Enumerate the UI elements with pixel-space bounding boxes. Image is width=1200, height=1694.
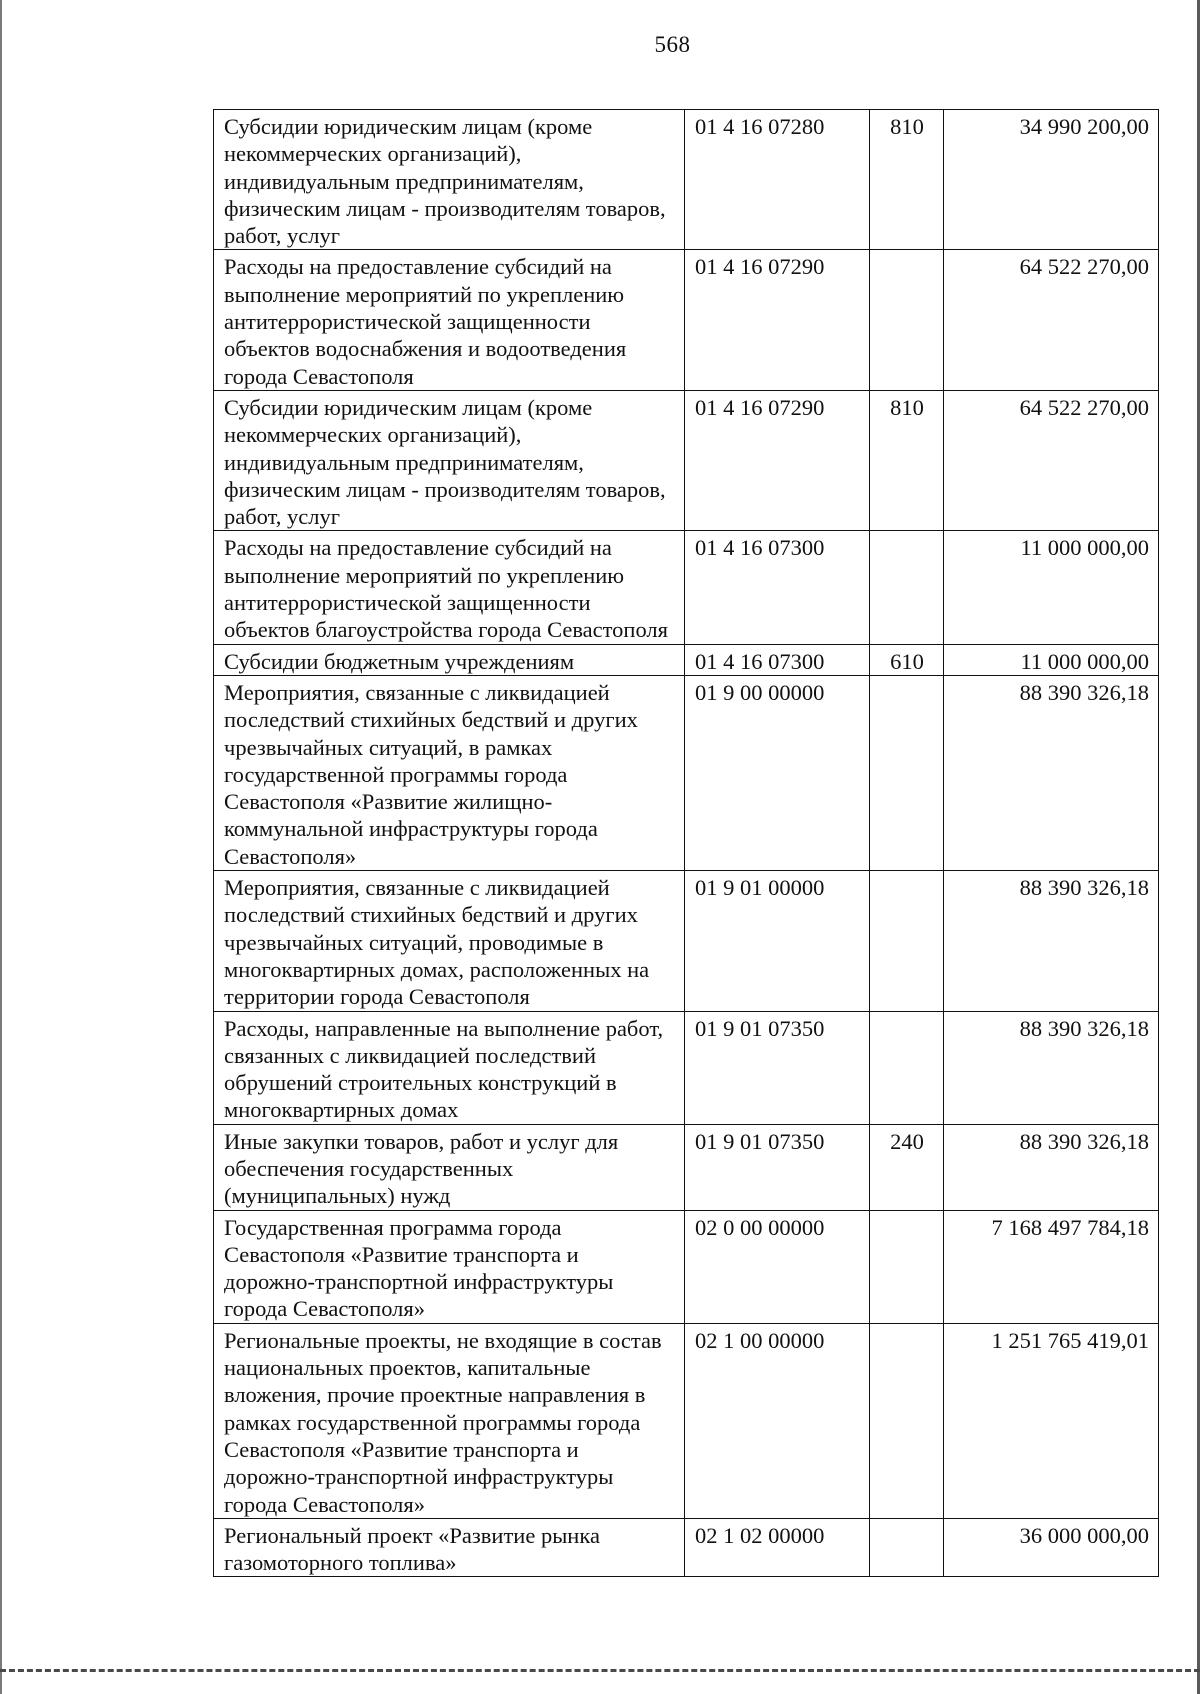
table-row	[214, 110, 1159, 250]
expense-type-cell	[870, 1210, 944, 1323]
expense-name-cell: Расходы на предоставление субсидий на выполнение мероприятий по укреплению антитеррористической защищенности объектов водоснабжения и водоотведения города Севастополя	[214, 250, 685, 390]
expense-name-cell: Субсидии юридическим лицам (кроме некоммерческих организаций), индивидуальным предпринимателям, физическим лицам - производителям товаров, работ, услуг	[214, 390, 685, 530]
amount-cell: 1 251 765 419,01	[944, 1323, 1159, 1518]
table-row	[214, 1323, 1159, 1518]
table-row	[214, 644, 1159, 675]
expense-name-cell: Субсидии бюджетным учреждениям	[214, 644, 685, 675]
target-article-code-cell: 01 4 16 07290	[685, 390, 870, 530]
target-article-code-cell: 01 4 16 07280	[685, 110, 870, 250]
expense-name-cell: Мероприятия, связанные с ликвидацией последствий стихийных бедствий и других чрезвычайных ситуаций, в рамках государственной программы города Севастополя «Развитие жилищно-коммунальной инфраструктуры города Севастополя»	[214, 675, 685, 870]
expense-type-cell	[870, 871, 944, 1011]
expense-type-cell: 610	[870, 644, 944, 675]
expense-name-cell: Расходы, направленные на выполнение работ, связанных с ликвидацией последствий обрушений строительных конструкций в многоквартирных домах	[214, 1011, 685, 1124]
expense-name-cell: Региональные проекты, не входящие в состав национальных проектов, капитальные вложения, прочие проектные направления в рамках государственной программы города Севастополя «Развитие транспорта и дорожно-транспортной инфраструктуры города Севастополя»	[214, 1323, 685, 1518]
expense-type-cell	[870, 531, 944, 644]
amount-cell: 88 390 326,18	[944, 675, 1159, 870]
expense-name-cell: Мероприятия, связанные с ликвидацией последствий стихийных бедствий и других чрезвычайных ситуаций, проводимые в многоквартирных домах, расположенных на территории города Севастополя	[214, 871, 685, 1011]
amount-cell: 64 522 270,00	[944, 250, 1159, 390]
target-article-code-cell: 01 9 01 00000	[685, 871, 870, 1011]
expense-type-cell: 810	[870, 110, 944, 250]
amount-cell: 11 000 000,00	[944, 531, 1159, 644]
target-article-code-cell: 01 9 01 07350	[685, 1011, 870, 1124]
target-article-code-cell: 02 0 00 00000	[685, 1210, 870, 1323]
expense-name-cell: Региональный проект «Развитие рынка газомоторного топлива»	[214, 1518, 685, 1577]
amount-cell: 11 000 000,00	[944, 644, 1159, 675]
target-article-code-cell: 01 4 16 07290	[685, 250, 870, 390]
table-row	[214, 531, 1159, 644]
expense-type-cell	[870, 1011, 944, 1124]
table-row	[214, 871, 1159, 1011]
target-article-code-cell: 02 1 00 00000	[685, 1323, 870, 1518]
table-row	[214, 1124, 1159, 1210]
amount-cell: 34 990 200,00	[944, 110, 1159, 250]
table-row	[214, 390, 1159, 530]
expense-name-cell: Иные закупки товаров, работ и услуг для обеспечения государственных (муниципальных) нужд	[214, 1124, 685, 1210]
expense-type-cell	[870, 1518, 944, 1577]
amount-cell: 88 390 326,18	[944, 1124, 1159, 1210]
target-article-code-cell: 01 9 01 07350	[685, 1124, 870, 1210]
table-row	[214, 1011, 1159, 1124]
target-article-code-cell: 02 1 02 00000	[685, 1518, 870, 1577]
expense-name-cell: Субсидии юридическим лицам (кроме некоммерческих организаций), индивидуальным предпринимателям, физическим лицам - производителям товаров, работ, услуг	[214, 110, 685, 250]
amount-cell: 64 522 270,00	[944, 390, 1159, 530]
target-article-code-cell: 01 4 16 07300	[685, 531, 870, 644]
amount-cell: 88 390 326,18	[944, 871, 1159, 1011]
expense-type-cell: 240	[870, 1124, 944, 1210]
amount-cell: 88 390 326,18	[944, 1011, 1159, 1124]
target-article-code-cell: 01 4 16 07300	[685, 644, 870, 675]
expense-type-cell	[870, 675, 944, 870]
table-row	[214, 1210, 1159, 1323]
expense-type-cell	[870, 250, 944, 390]
table-row	[214, 1518, 1159, 1577]
expense-name-cell: Расходы на предоставление субсидий на выполнение мероприятий по укреплению антитеррористической защищенности объектов благоустройства города Севастополя	[214, 531, 685, 644]
amount-cell: 7 168 497 784,18	[944, 1210, 1159, 1323]
page-number: 568	[654, 32, 691, 57]
expense-type-cell	[870, 1323, 944, 1518]
expense-name-cell: Государственная программа города Севастополя «Развитие транспорта и дорожно-транспортной инфраструктуры города Севастополя»	[214, 1210, 685, 1323]
table-row	[214, 250, 1159, 390]
expense-type-cell: 810	[870, 390, 944, 530]
target-article-code-cell: 01 9 00 00000	[685, 675, 870, 870]
table-row	[214, 675, 1159, 870]
budget-table	[213, 109, 1159, 1577]
scan-edge-bottom	[0, 1669, 1200, 1672]
scan-edge-left	[0, 0, 2, 1694]
amount-cell: 36 000 000,00	[944, 1518, 1159, 1577]
